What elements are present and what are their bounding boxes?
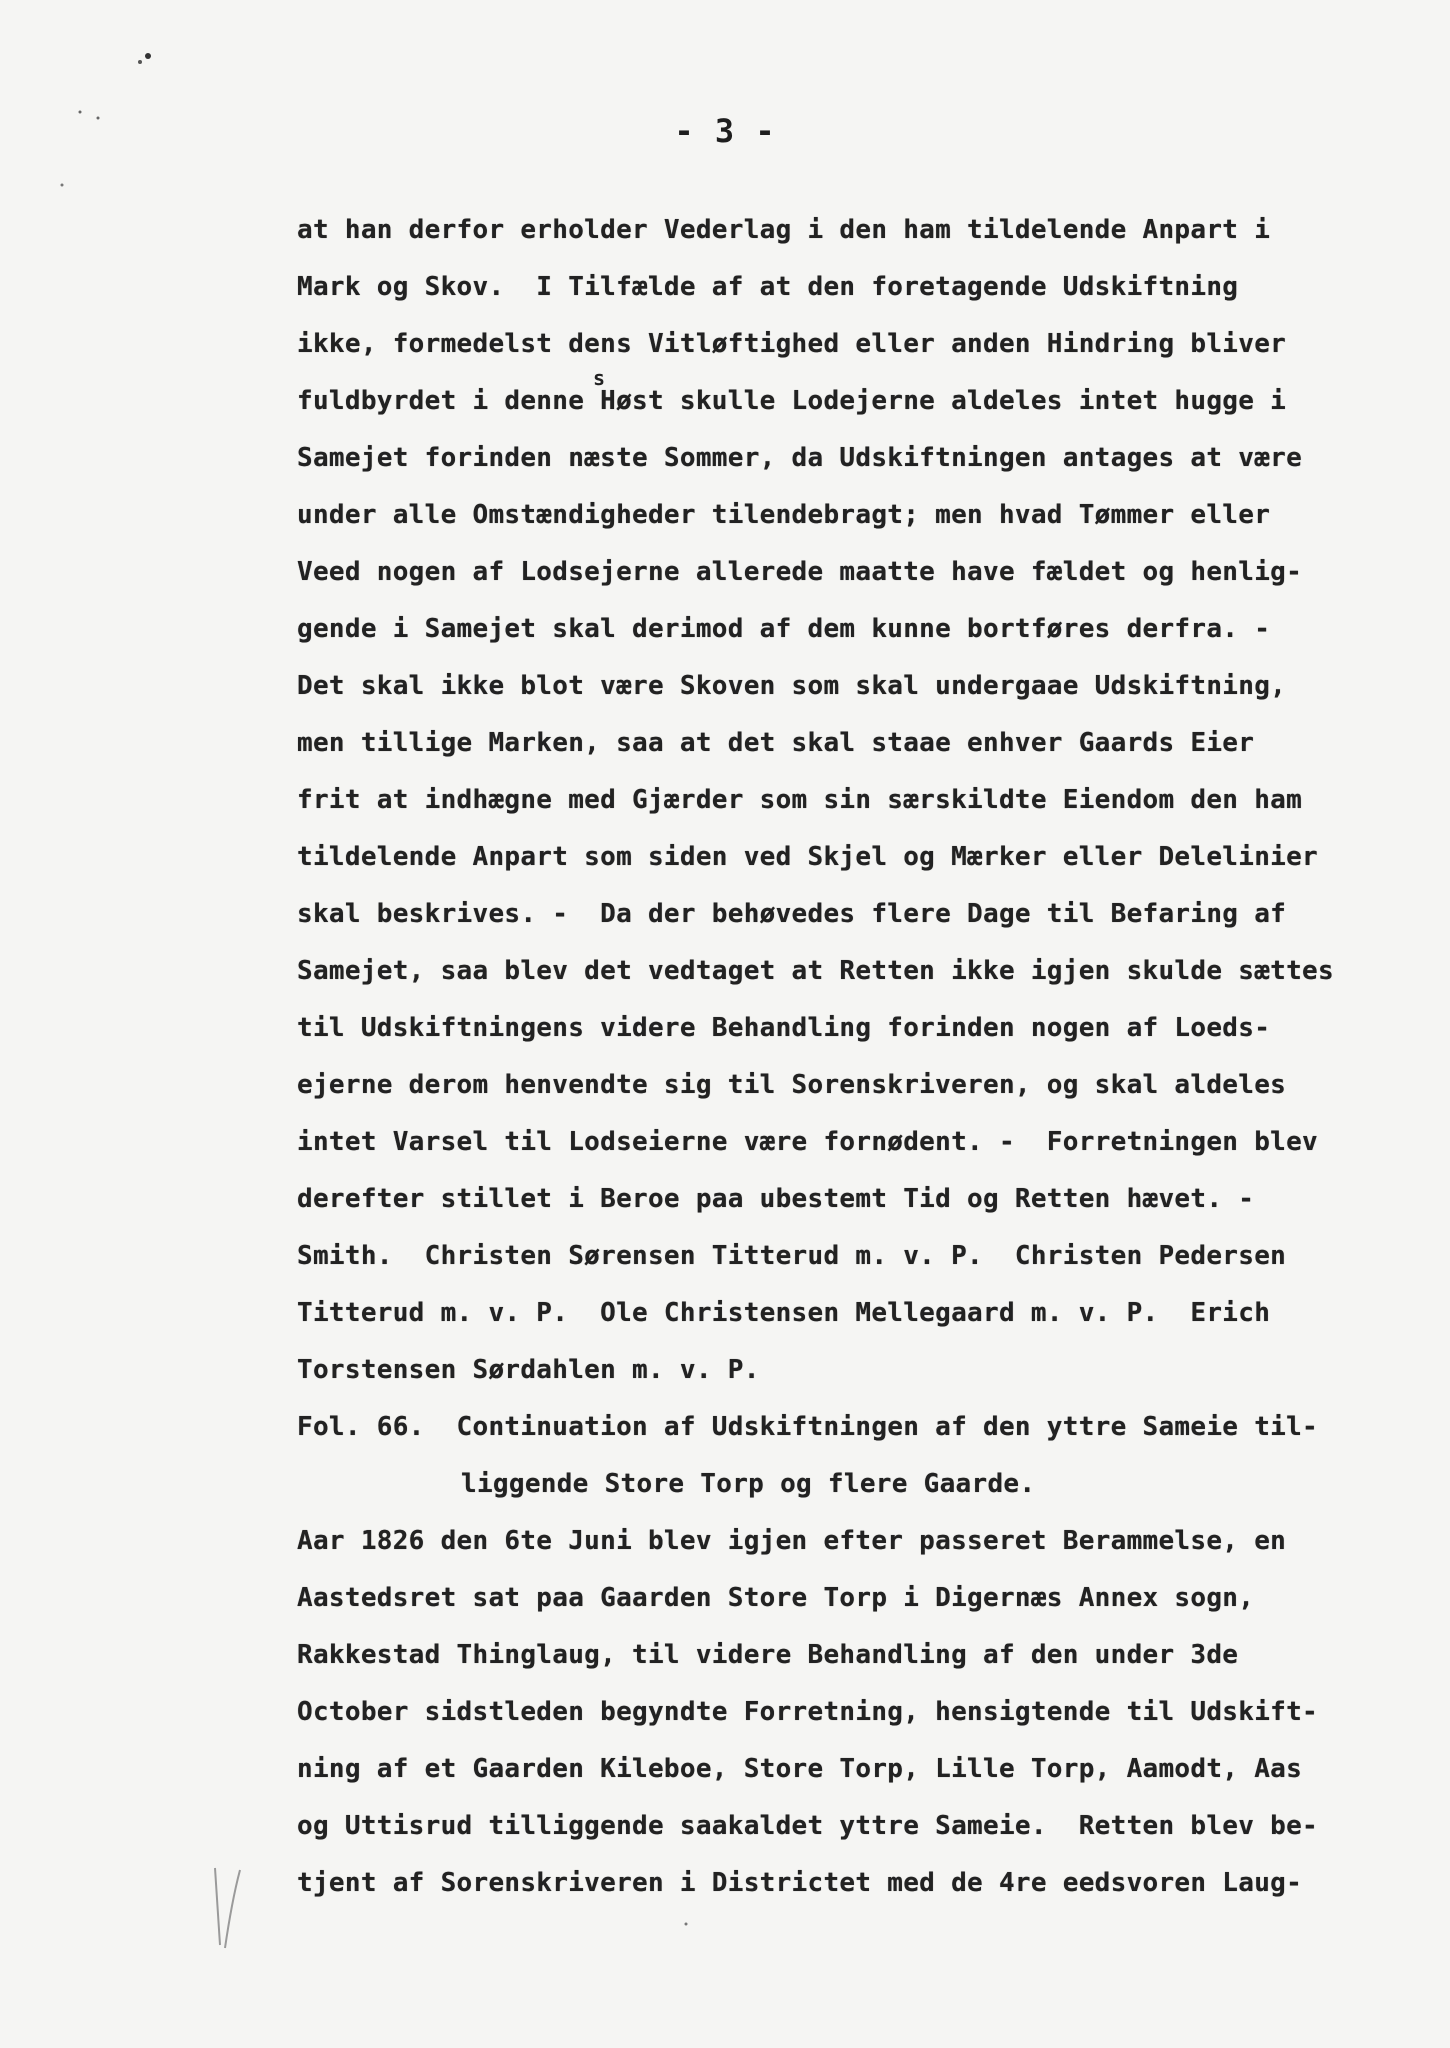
section-heading: Fol. 66. Continuation af Udskiftningen af den yttre Sameie til-: [297, 1412, 1319, 1442]
text-line: Det skal ikke blot være Skoven som skal undergaae Udskiftning,: [297, 671, 1287, 701]
text-line: ikke, formedelst dens Vitløftighed eller anden Hindring bliver: [297, 329, 1287, 359]
pencil-mark: [215, 1868, 240, 1948]
text-line: ejerne derom henvendte sig til Sorenskriveren, og skal aldeles: [297, 1070, 1287, 1100]
insert-mark: s: [593, 366, 606, 390]
section-heading-continuation: liggende Store Torp og flere Gaarde.: [461, 1469, 1036, 1499]
text-line: Rakkestad Thinglaug, til videre Behandling af den under 3de: [297, 1640, 1239, 1670]
text-line: Torstensen Sørdahlen m. v. P.: [297, 1355, 760, 1385]
text-line: frit at indhægne med Gjærder som sin særskildte Eiendom den ham: [297, 785, 1303, 815]
scan-speck: [61, 184, 64, 187]
text-line: Aar 1826 den 6te Juni blev igjen efter passeret Berammelse, en: [297, 1526, 1287, 1556]
text-line: gende i Samejet skal derimod af dem kunne bortføres derfra. -: [297, 614, 1271, 644]
text-line: under alle Omstændigheder tilendebragt; men hvad Tømmer eller: [297, 500, 1271, 530]
text-line: ning af et Gaarden Kileboe, Store Torp, Lille Torp, Aamodt, Aas: [297, 1754, 1303, 1784]
page-number: - 3 -: [674, 112, 776, 150]
text-line: derefter stillet i Beroe paa ubestemt Tid og Retten hævet. -: [297, 1184, 1255, 1214]
text-line: Smith. Christen Sørensen Titterud m. v. P. Christen Pedersen: [297, 1241, 1287, 1271]
text-line: Aastedsret sat paa Gaarden Store Torp i Digernæs Annex sogn,: [297, 1583, 1255, 1613]
text-line: skal beskrives. - Da der behøvedes flere Dage til Befaring af: [297, 899, 1287, 929]
scan-speck: [138, 60, 142, 64]
text-line: at han derfor erholder Vederlag i den ham tildelende Anpart i: [297, 215, 1271, 245]
text-line: Mark og Skov. I Tilfælde af at den foretagende Udskiftning: [297, 272, 1239, 302]
text-line: Samejet, saa blev det vedtaget at Retten ikke igjen skulde sættes: [297, 956, 1334, 986]
body-text: [297, 202, 1427, 1912]
text-line: Samejet forinden næste Sommer, da Udskiftningen antages at være: [297, 443, 1303, 473]
text-line: intet Varsel til Lodseierne være fornødent. - Forretningen blev: [297, 1127, 1319, 1157]
text-line: Veed nogen af Lodsejerne allerede maatte have fældet og henlig-: [297, 557, 1303, 587]
text-line: tildelende Anpart som siden ved Skjel og Mærker eller Delelinier: [297, 842, 1319, 872]
scan-speck: [145, 53, 151, 59]
scan-speck: [685, 1923, 688, 1926]
text-line: men tillige Marken, saa at det skal staae enhver Gaards Eier: [297, 728, 1255, 758]
text-line: October sidstleden begyndte Forretning, hensigtende til Udskift-: [297, 1697, 1319, 1727]
text-line: fuldbyrdet i denne Høst skulle Lodejerne aldeles intet hugge i: [297, 386, 1287, 416]
text-line: tjent af Sorenskriveren i Districtet med de 4re eedsvoren Laug-: [297, 1868, 1303, 1898]
text-line: og Uttisrud tilliggende saakaldet yttre Sameie. Retten blev be-: [297, 1811, 1319, 1841]
text-line: til Udskiftningens videre Behandling forinden nogen af Loeds-: [297, 1013, 1271, 1043]
text-line: Titterud m. v. P. Ole Christensen Mellegaard m. v. P. Erich: [297, 1298, 1271, 1328]
